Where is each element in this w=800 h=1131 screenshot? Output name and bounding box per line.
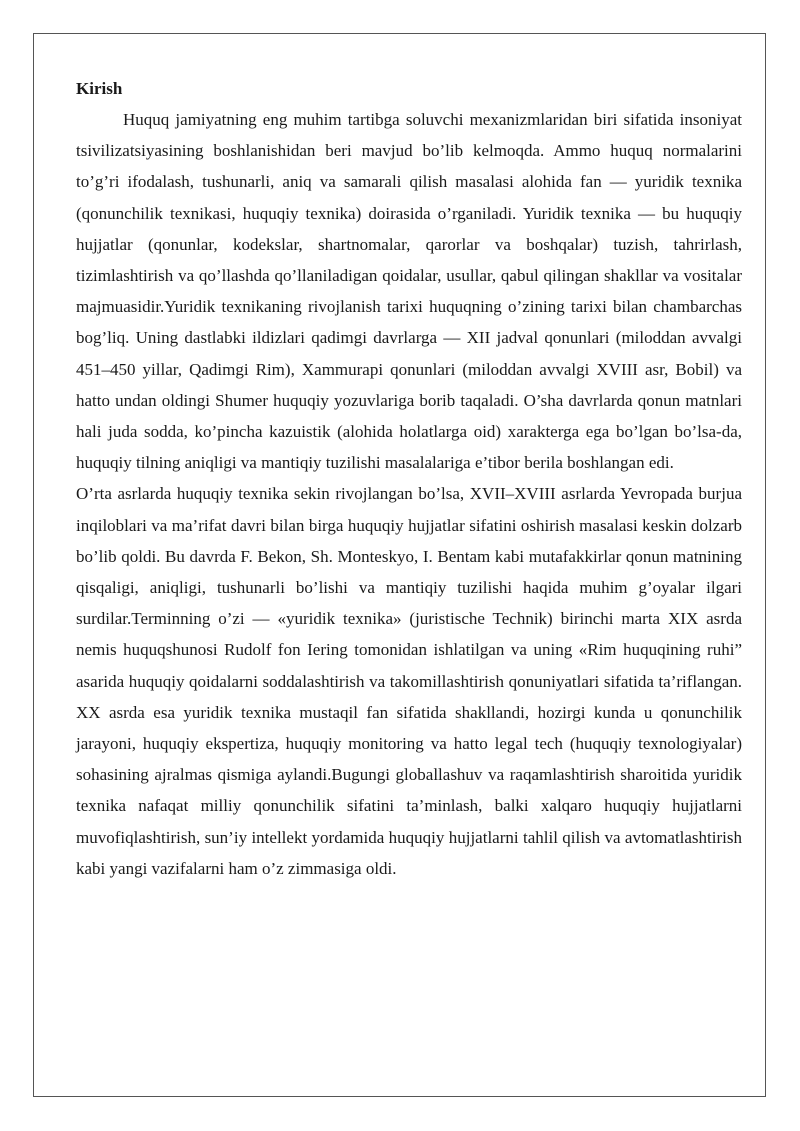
section-heading: Kirish (76, 79, 123, 98)
paragraph-history: O’rta asrlarda huquqiy texnika sekin rivojlangan bo’lsa, XVII–XVIII asrlarda Yevropada burjua inqiloblari va ma’rifat davri bilan birga huquqiy hujjatlar sifatini oshirish masalasi keskin dolzarb bo’lib qoldi. Bu davrda F. Bekon, Sh. Monteskyo, I. Bentam kabi mutafakkirlar qonun matnining qisqaligi, aniqligi, tushunarli bo’lishi va mantiqiy tuzilishi haqida muhim g’oyalar ilgari surdilar.Terminning o’zi — «yuridik texnika» (juristische Technik) birinchi marta XIX asrda nemis huquqshunosi Rudolf fon Iering tomonidan ishlatilgan va uning «Rim huquqining ruhi” asarida huquqiy qoidalarni soddalashtirish va takomillashtirish qonuniyatlari sifatida ta’riflangan. XX asrda esa yuridik texnika mustaqil fan sifatida shakllandi, hozirgi kunda u qonunchilik jarayoni, huquqiy ekspertiza, huquqiy monitoring va hatto legal tech (huquqiy texnologiyalar) sohasining ajralmas qismiga aylandi.Bugungi globallashuv va raqamlashtirish sharoitida yuridik texnika nafaqat milliy qonunchilik sifatini ta’minlash, balki xalqaro huquqiy hujjatlarni muvofiqlashtirish, sun’iy intellekt yordamida huquqiy hujjatlarni tahlil qilish va avtomatlashtirish kabi yangi vazifalarni ham o’z zimmasiga oldi. (76, 484, 742, 878)
document-body (76, 73, 742, 884)
paragraph-introduction: Huquq jamiyatning eng muhim tartibga soluvchi mexanizmlaridan biri sifatida insoniyat tsivilizatsiyasining boshlanishidan beri mavjud bo’lib kelmoqda. Ammo huquq normalarini to’g’ri ifodalash, tushunarli, aniq va samarali qilish masalasi alohida fan — yuridik texnika (qonunchilik texnikasi, huquqiy texnika) doirasida o’rganiladi. Yuridik texnika — bu huquqiy hujjatlar (qonunlar, kodekslar, shartnomalar, qarorlar va boshqalar) tuzish, tahrirlash, tizimlashtirish va qo’llashda qo’llaniladigan qoidalar, usullar, qabul qilingan shakllar va vositalar majmuasidir.Yuridik texnikaning rivojlanish tarixi huquqning o’zining tarixi bilan chambarchas bog’liq. Uning dastlabki ildizlari qadimgi davrlarga — XII jadval qonunlari (miloddan avvalgi 451–450 yillar, Qadimgi Rim), Xammurapi qonunlari (miloddan avvalgi XVIII asr, Bobil) va hatto undan oldingi Shumer huquqiy yozuvlariga borib taqaladi. O’sha davrlarda qonun matnlari hali juda sodda, ko’pincha kazuistik (alohida holatlarga oid) xarakterga ega bo’lgan bo’lsa-da, huquqiy tilning aniqligi va mantiqiy tuzilishi masalalariga e’tibor berila boshlangan edi. (76, 110, 742, 473)
